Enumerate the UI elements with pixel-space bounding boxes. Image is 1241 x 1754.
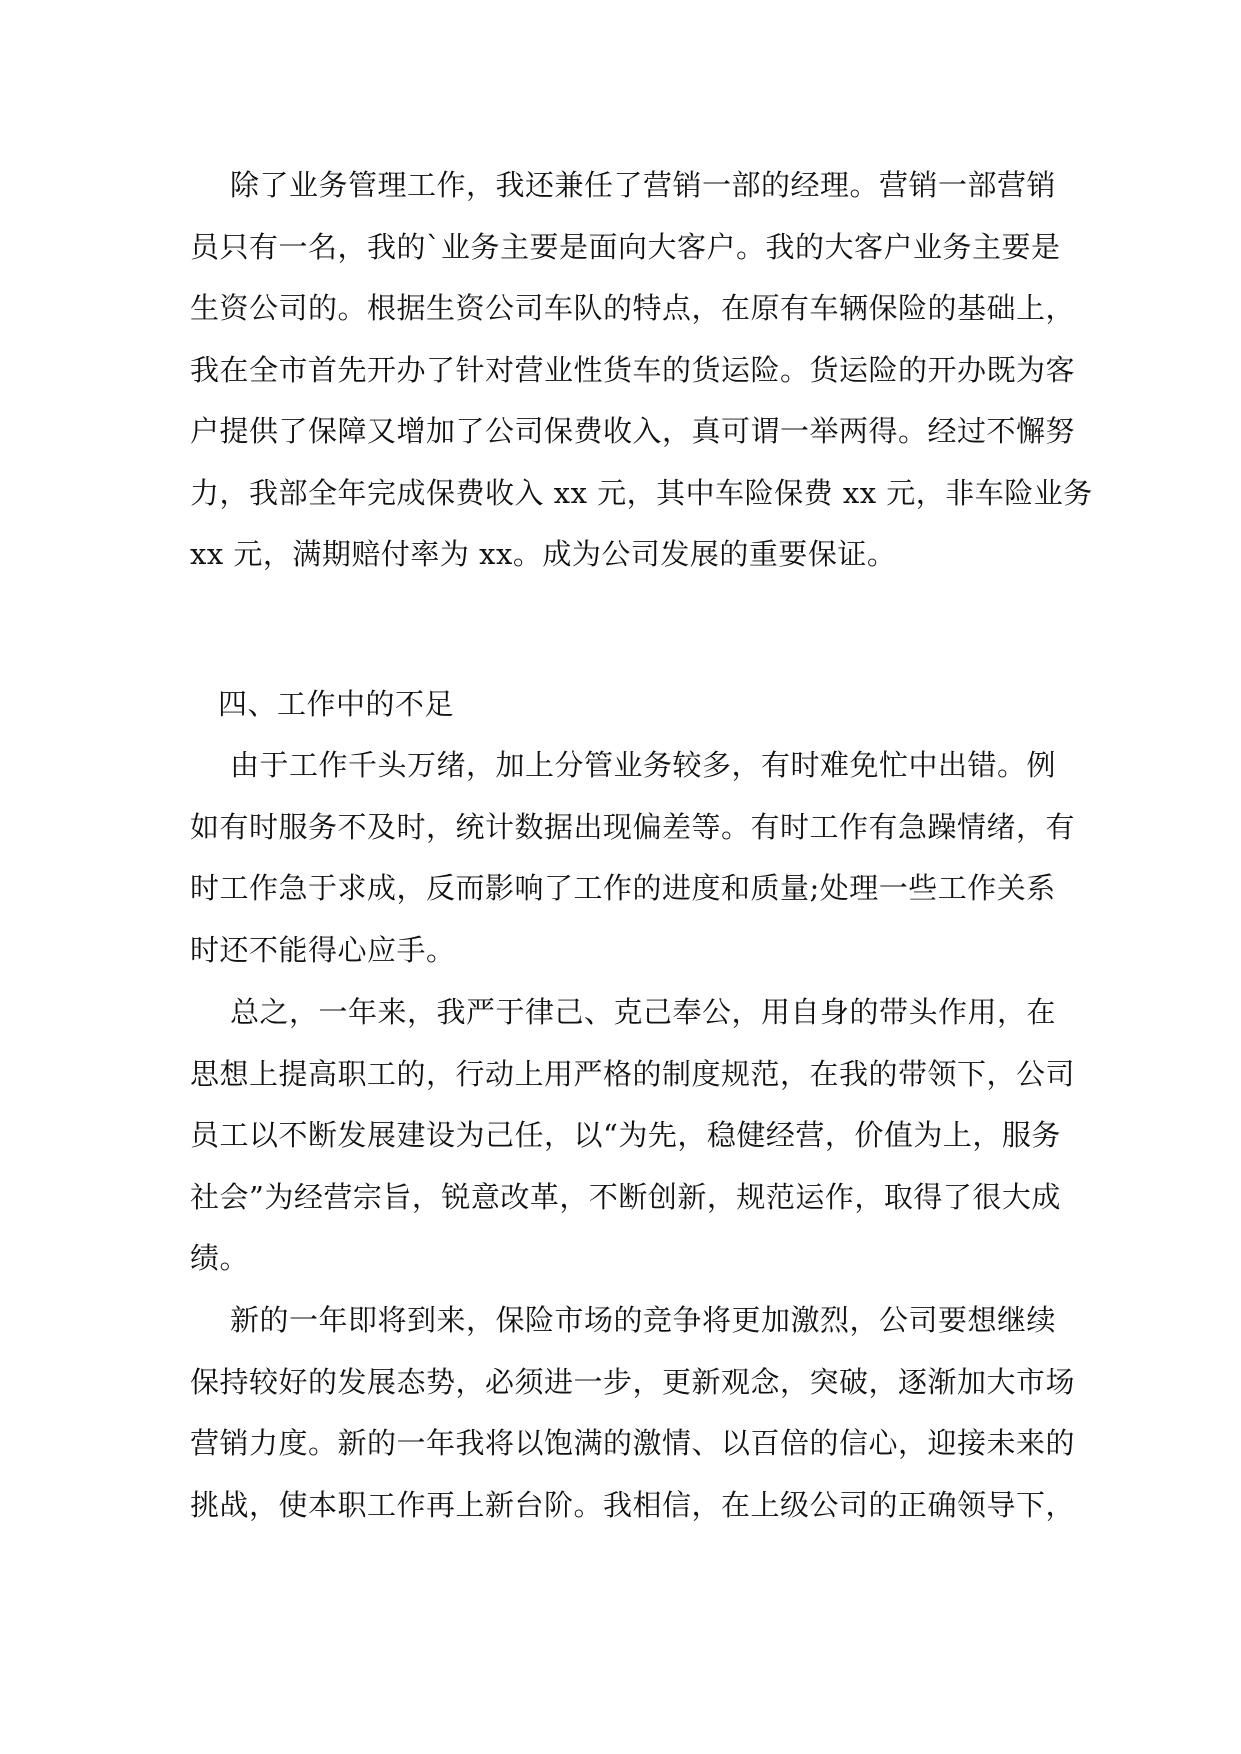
section-heading [0,674,454,736]
text-line: 除了业务管理工作，我还兼任了营销一部的经理。营销一部营销 [230,168,1057,202]
text-line: 思想上提高职工的，行动上用严格的制度规范，在我的带领下，公司 [190,1056,1076,1091]
text-line: 户提供了保障又增加了公司保费收入，真可谓一举两得。经过不懈努 [190,414,1076,448]
text-line: 由于工作千头万绪，加上分管业务较多，有时难免忙中出错。例 [230,748,1057,782]
text-line: 时工作急于求成，反而影响了工作的进度和质量;处理一些工作关系 [190,871,1056,905]
text-line: 挑战，使本职工作再上新台阶。我相信，在上级公司的正确领导下， [190,1487,1076,1522]
text-line: 时还不能得心应手。 [190,932,456,967]
paragraph-business-management [0,155,1093,586]
text-line: 员只有一名，我的`业务主要是面向大客户。我的大客户业务主要是 [190,229,1061,264]
text-line: 生资公司的。根据生资公司车队的特点，在原有车辆保险的基础上， [190,291,1076,325]
text-line: 绩。 [190,1241,250,1275]
paragraph-shortcomings [0,735,1075,981]
text-line: 如有时服务不及时，统计数据出现偏差等。有时工作有急躁情绪，有 [190,809,1076,844]
text-line: 营销力度。新的一年我将以饱满的激情、以百倍的信心，迎接未来的 [190,1426,1076,1460]
text-line: 我在全市首先开办了针对营业性货车的货运险。货运险的开办既为客 [190,352,1076,387]
paragraph-summary [0,982,1075,1290]
text-line: 社会”为经营宗旨，锐意改革，不断创新，规范运作，取得了很大成 [190,1179,1061,1214]
text-line: 员工以不断发展建设为己任，以“为先，稳健经营，价值为上，服务 [190,1118,1061,1152]
text-line: 保持较好的发展态势，必须进一步，更新观念，突破，逐渐加大市场 [190,1364,1076,1399]
text-line: 新的一年即将到来，保险市场的竞争将更加激烈，公司要想继续 [230,1303,1057,1337]
text-line: 力，我部全年完成保费收入 xx 元，其中车险保费 xx 元，非车险业务 [190,475,1093,510]
text-line: xx 元，满期赔付率为 xx。成为公司发展的重要保证。 [190,537,897,571]
text-line: 总之，一年来，我严于律己、克己奉公，用自身的带头作用，在 [230,995,1057,1029]
paragraph-new-year [0,1290,1075,1536]
heading-text: 四、工作中的不足 [218,687,455,721]
